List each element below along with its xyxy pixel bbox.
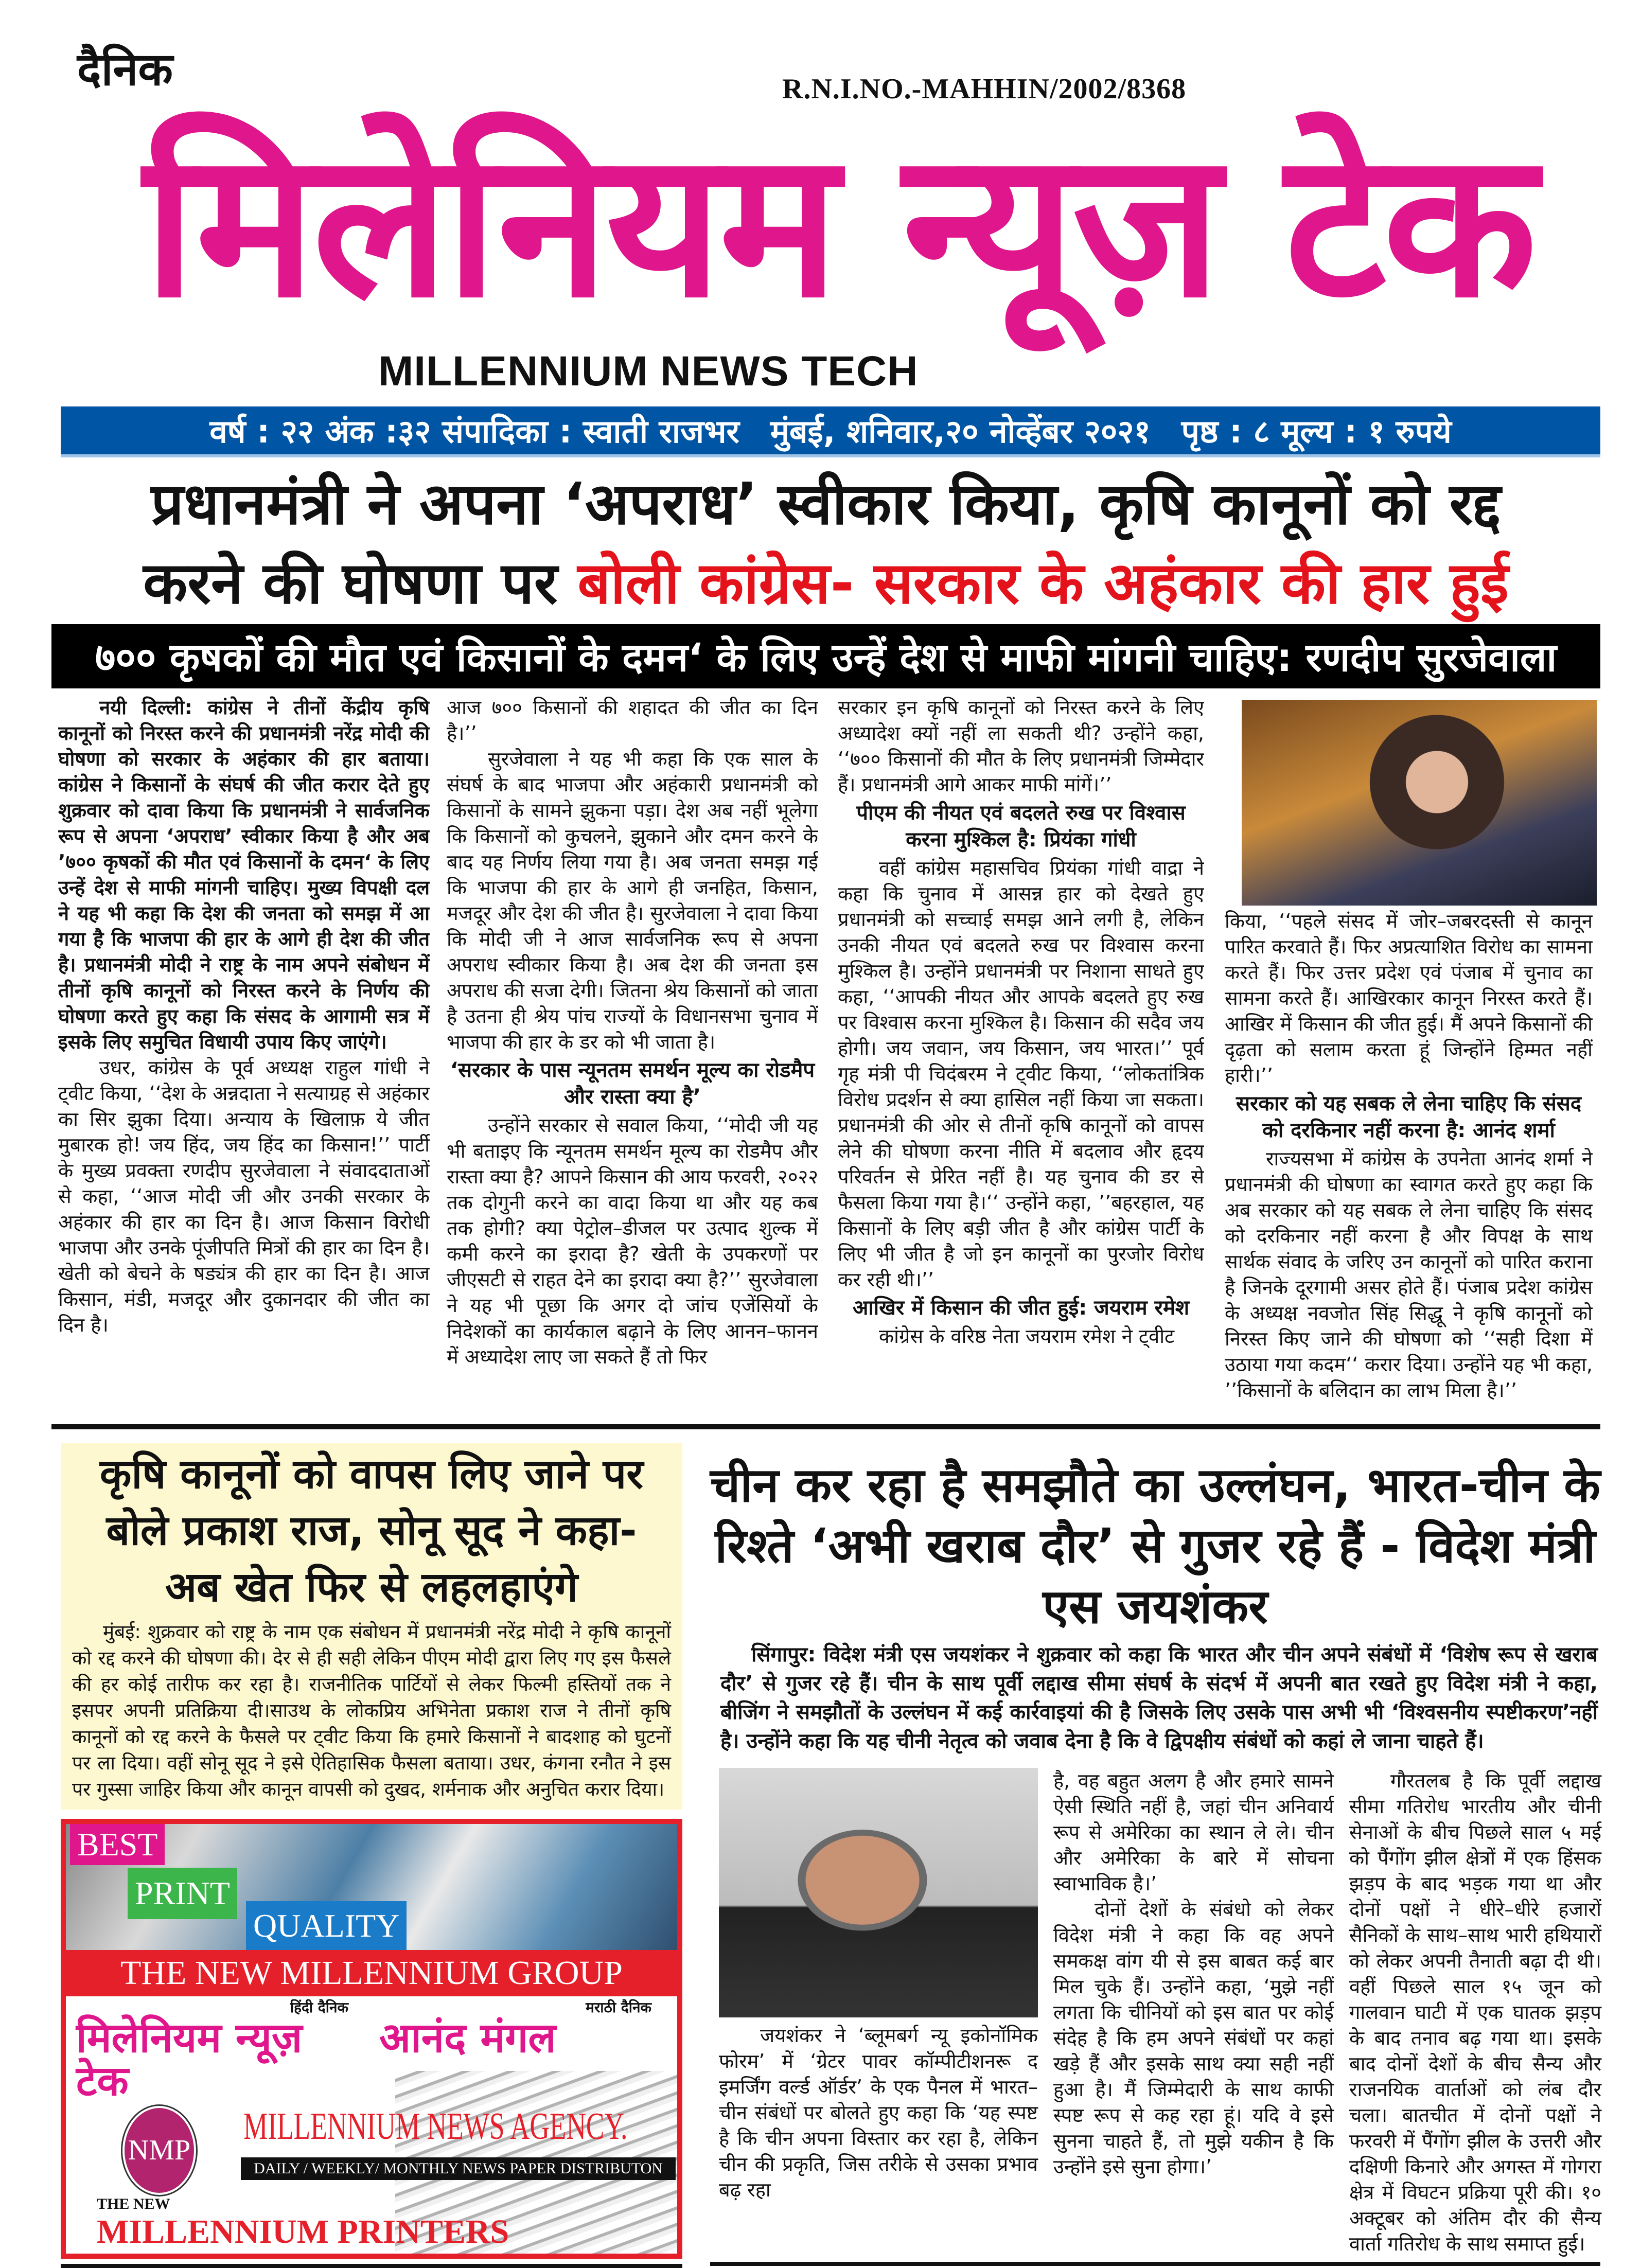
box-story bbox=[61, 1443, 682, 1810]
ad-newspaper-titles bbox=[76, 1999, 667, 2103]
lead-headline-line2-black: करने की घोषणा पर bbox=[143, 550, 578, 617]
china-column-3 bbox=[1349, 1768, 1601, 2257]
subheading: पीएम की नीयत एवं बदलते रुख पर विश्वास करना मुश्किल है: प्रियंका गांधी bbox=[856, 801, 1186, 852]
bottom-divider-left bbox=[61, 2264, 682, 2268]
ad-agency-name: MILLENNIUM NEWS AGENCY. bbox=[243, 2105, 628, 2148]
china-column-1 bbox=[719, 1768, 1038, 2257]
masthead-title-hindi: मिलेनियम न्यूज़ टेक bbox=[144, 108, 1534, 342]
lead-headline-line1: प्रधानमंत्री ने अपना ‘अपराध’ स्वीकार किया, कृषि कानूनों को रद्द bbox=[151, 471, 1501, 538]
jaishankar-photo bbox=[719, 1768, 1038, 2017]
ad-hindi-paper bbox=[76, 1999, 364, 2103]
ad-hindi-label: हिंदी दैनिक bbox=[290, 1999, 348, 2016]
paragraph: मुंबई: शुक्रवार को राष्ट्र के नाम एक संबोधन में प्रधानमंत्री नरेंद्र मोदी ने कृषि कानूनों को रद्द करने की घोषणा की। देर से ही सही लेकिन पीएम मोदी द्वारा लिए गए इस फैसले की हर कोई तारीफ कर रहा है। राजनीतिक पार्टियों से लेकर फिल्मी हस्तियों तक ने इसपर अपनी प्रतिक्रिया दी।साउथ के लोकप्रिय अभिनेता प्रकाश राज ने तीनों कृषि कानूनों को रद्द करने के फैसले पर ट्वीट किया कि हमारे किसानों ने बादशाह को घुटनों पर ला दिया। वहीं सोनू सूद ने इसे ऐतिहासिक फैसला बताया। उधर, कंगना रनौत ने इस पर गुस्सा जाहिर किया और कानून वापसी को दुखद, शर्मनाक और अनुचित करार दिया। bbox=[72, 1621, 671, 1800]
ad-agency-strip: DAILY / WEEKLY/ MONTHLY NEWS PAPER DISTRIBUTON bbox=[241, 2157, 676, 2180]
lead-headline-line2 bbox=[51, 547, 1600, 619]
ad-hindi-title: मिलेनियम न्यूज़ टेक bbox=[76, 2014, 303, 2105]
edition-info-bar bbox=[61, 406, 1600, 457]
lead-column-3 bbox=[838, 695, 1204, 1420]
left-bottom-stack bbox=[61, 1443, 682, 2268]
ad-printers-small: THE NEW bbox=[97, 2195, 170, 2212]
paragraph: उधर, कांग्रेस के पूर्व अध्यक्ष राहुल गांधी ने ट्वीट किया, ‘‘देश के अन्नदाता ने सत्याग्रह से अहंकार का सिर झुका दिया। अन्याय के खिलाफ़ ये जीत मुबारक हो! जय हिंद, जय हिंद का किसान!’’ पार्टी के मुख्य प्रवक्ता रणदीप सुरजेवाला ने संवाददाताओं से कहा, ‘‘आज मोदी जी और उनकी सरकार के अहंकार की हार का दिन है। आज किसान विरोधी भाजपा और उनके पूंजीपति मित्रों की हार का दिन है। खेती को बेचने के षड्यंत्र की हार का दिन है। आज किसान, मंडी, मजदूर और दुकानदार की जीत का दिन है। bbox=[58, 1056, 430, 1336]
subheading: सरकार को यह सबक ले लेना चाहिए कि संसद को दरकिनार नहीं करना है: आनंद शर्मा bbox=[1236, 1092, 1582, 1142]
paragraph: दोनों देशों के संबंधो को लेकर विदेश मंत्री ने कहा कि वह अपने समकक्ष वांग यी से इस बाबत कई बार मिल चुके हैं। उन्होंने कहा, ‘मुझे नहीं लगता कि चीनियों को इस बात पर कोई संदेह है कि हम अपने संबंधों पर कहां खड़े हैं और इसके साथ क्या सही नहीं हुआ है। मैं जिम्मेदारी के साथ काफी स्पष्ट रूप से कह रहा हूं। यदि वे इसे सुनना चाहते हैं, तो मुझे यकीन है कि उन्होंने इसे सुना होगा।’ bbox=[1053, 1898, 1334, 2178]
subheading: आखिर में किसान की जीत हुई: जयराम रमेश bbox=[852, 1296, 1190, 1320]
paragraph: सरकार इन कृषि कानूनों को निरस्त करने के लिए अध्यादेश क्यों नहीं ला सकती थी? उन्होंने कहा, ‘‘७०० किसानों की मौत के लिए प्रधानमंत्री जिम्मेदार हैं। प्रधानमंत्री आगे आकर माफी मांगें।’’ bbox=[838, 696, 1204, 796]
lead-column-4 bbox=[1225, 908, 1593, 1423]
ad-tag-print: PRINT bbox=[128, 1868, 237, 1919]
lead-subheadline: ७०० कृषकों की मौत एवं किसानों के दमन‘ के लिए उन्हें देश से माफी मांगनी चाहिए: रणदीप सुरजेवाला bbox=[51, 624, 1600, 688]
bottom-divider-right bbox=[710, 2262, 1600, 2266]
ad-printers-name: MILLENNIUM PRINTERS bbox=[97, 2213, 509, 2251]
paragraph: जयशंकर ने ‘ब्लूमबर्ग न्यू इकोनॉमिक फोरम’ में ‘ग्रेटर पावर कॉम्पीटीशनरू द इमर्जिंग वर्ल्ड ऑर्डर’ के एक पैनल में भारत–चीन संबंधों पर बोलते हुए कहा कि ‘यह स्पष्ट है कि चीन अपना विस्तार कर रहा है, लेकिन चीन की प्रकृति, जिस तरीके से उसका प्रभाव बढ़ रहा bbox=[719, 2024, 1038, 2201]
ad-tag-quality: QUALITY bbox=[246, 1901, 407, 1950]
lead-column-1 bbox=[58, 695, 430, 1420]
nmp-logo: NMP bbox=[122, 2106, 196, 2195]
subheading: ‘सरकार के पास न्यूनतम समर्थन मूल्य का रोडमैप और रास्ता क्या है’ bbox=[450, 1058, 815, 1109]
paragraph: सिंगापुर: विदेश मंत्री एस जयशंकर ने शुक्रवार को कहा कि भारत और चीन अपने संबंधों में ‘विशेष रूप से खराब दौर’ से गुजर रहे हैं। चीन के साथ पूर्वी लद्दाख सीमा संघर्ष के संदर्भ में अपनी बात रखते हुए विदेश मंत्री ने कहा, बीजिंग ने समझौतों के उल्लंघन में कई कार्रवाइयां की है जिसके लिए उसके पास अभी भी ‘विश्वसनीय स्पष्टीकरण’नहीं है। उन्होंने कहा कि यह चीनी नेतृत्व को जवाब देना है कि वे द्विपक्षीय संबंधों को कहां ले जाना चाहते हैं। bbox=[720, 1643, 1598, 1753]
china-story-headline: चीन कर रहा है समझौते का उल्लंघन, भारत-चीन के रिश्ते ‘अभी खराब दौर’ से गुजर रहे हैं - विदेश मंत्री एस जयशंकर bbox=[710, 1458, 1600, 1634]
advertisement bbox=[61, 1819, 682, 2259]
china-story-lead bbox=[720, 1640, 1598, 1756]
china-column-2 bbox=[1053, 1768, 1334, 2257]
paragraph: गौरतलब है कि पूर्वी लद्दाख सीमा गतिरोध भारतीय और चीनी सेनाओं के बीच पिछले साल ५ मई को पैंगोंग झील क्षेत्रों में एक हिंसक झड़प के बाद भड़क गया था और दोनों पक्षों ने धीरे–धीरे हजारों सैनिकों के साथ–साथ भारी हथियारों को लेकर अपनी तैनाती बढ़ा दी थी। वहीं पिछले साल १५ जून को गालवान घाटी में एक घातक झड़प के बाद तनाव बढ़ गया था। इसके बाद दोनों देशों के बीच सैन्य और राजनयिक वार्ताओं को लंब दौर चला। बातचीत में दोनों पक्षों ने फरवरी में पैंगोंग झील के उत्तरी और दक्षिणी किनारे और अगस्त में गोगरा क्षेत्र में विघटन प्रक्रिया पूरी की। १० अक्टूबर को अंतिम दौर की सैन्य वार्ता गतिरोध के साथ समाप्त हुई। bbox=[1349, 1769, 1601, 2255]
paragraph: आज ७०० किसानों की शहादत की जीत का दिन है।’’ bbox=[447, 696, 818, 745]
paragraph: सुरजेवाला ने यह भी कहा कि एक साल के संघर्ष के बाद भाजपा और अहंकारी प्रधानमंत्री को किसानों के सामने झुकना पड़ा। देश अब नहीं भूलेगा कि किसानों को कुचलने, झुकाने और दमन करने के बाद यह निर्णय लिया गया है। अब जनता समझ गई कि भाजपा की हार के आगे ही जनहित, किसान, मजदूर और देश की जीत है। सुरजेवाला ने दावा किया कि मोदी जी ने आज सार्वजनिक रूप से अपना अपराध स्वीकार किया है। अब देश की जनता इस अपराध की सजा देगी। जितना श्रेय किसानों को जाता है उतना ही श्रेय पांच राज्यों के विधानसभा चुनाव में भाजपा की हार के डर को भी जाता है। bbox=[447, 748, 818, 1053]
lead-headline-line2-red: बोली कांग्रेस- सरकार के अहंकार की हार हुई bbox=[577, 550, 1509, 617]
daily-label: दैनिक bbox=[77, 43, 173, 96]
ad-marathi-paper bbox=[379, 1999, 667, 2103]
rni-number: R.N.I.NO.-MAHHIN/2002/8368 bbox=[782, 73, 1187, 105]
lead-column-2 bbox=[447, 695, 818, 1420]
masthead-title-english: MILLENNIUM NEWS TECH bbox=[378, 348, 919, 395]
edition-info: वर्ष : २२ अंक :३२ संपादिका : स्वाती राजभर bbox=[209, 412, 739, 450]
paragraph: राज्यसभा में कांग्रेस के उपनेता आनंद शर्मा ने प्रधानमंत्री की घोषणा का स्वागत करते हुए कहा कि अब सरकार को यह सबक ले लेना चाहिए कि संसद को दरकिनार नहीं करना है और विपक्ष के साथ सार्थक संवाद के जरिए उन कानूनों को पारित कराना है जिनके दूरगामी असर होते हैं। पंजाब प्रदेश कांग्रेस के अध्यक्ष नवजोत सिंह सिद्धू ने कृषि कानूनों को निरस्त किए जाने की घोषणा को ‘‘सही दिशा में उठाया गया कदम‘‘ करार दिया। उन्होंने यह भी कहा, ’’किसानों के बलिदान का लाभ मिला है।’’ bbox=[1225, 1147, 1593, 1402]
china-story-columns bbox=[719, 1768, 1600, 2257]
ad-tag-best: BEST bbox=[70, 1824, 165, 1865]
ad-marathi-label: मराठी दैनिक bbox=[586, 1999, 651, 2016]
paragraph: है, वह बहुत अलग है और हमारे सामने ऐसी स्थिति नहीं है, जहां चीन अनिवार्य रूप से अमेरिका का स्थान ले ले। चीन और अमेरिका के बारे में सोचना स्वाभाविक है।’ bbox=[1053, 1769, 1334, 1895]
paragraph: किया, ‘‘पहले संसद में जोर–जबरदस्ती से कानून पारित करवाते हैं। फिर अप्रत्याशित विरोध का सामना करते हैं। फिर उत्तर प्रदेश एवं पंजाब में चुनाव का सामना करते हैं। आखिरकार कानून निरस्त करते हैं। आखिर में किसान की जीत हुई। मैं अपने किसानों की दृढ़ता को सलाम करता हूं जिन्होंने हिम्मत नहीं हारी।’’ bbox=[1225, 910, 1593, 1087]
paragraph: नयी दिल्ली: कांग्रेस ने तीनों केंद्रीय कृषि कानूनों को निरस्त करने की प्रधानमंत्री नरेंद्र मोदी की घोषणा को सरकार के अहंकार की हार बताया। कांग्रेस ने किसानों के संघर्ष की जीत करार देते हुए शुक्रवार को दावा किया कि प्रधानमंत्री ने सार्वजनिक रूप से अपना ‘अपराध’ स्वीकार किया है और अब ’७०० कृषकों की मौत एवं किसानों के दमन‘ के लिए उन्हें देश से माफी मांगनी चाहिए। मुख्य विपक्षी दल ने यह भी कहा कि देश की जनता को समझ में आ गया है कि भाजपा की हार के आगे ही देश की जीत है। प्रधानमंत्री मोदी ने राष्ट्र के नाम अपने संबोधन में तीनों कृषि कानूनों को निरस्त करने के निर्णय की घोषणा करते हुए कहा कि संसद के आगामी सत्र में इसके लिए समुचित विधायी उपाय किए जाएंगे। bbox=[58, 696, 430, 1053]
dateline: मुंबई, शनिवार,२० नोव्हेंबर २०२१ bbox=[770, 412, 1151, 450]
china-story bbox=[710, 1455, 1600, 2266]
ad-group-name: THE NEW MILLENNIUM GROUP bbox=[66, 1950, 677, 1996]
paragraph: उन्होंने सरकार से सवाल किया, ‘‘मोदी जी यह भी बताइए कि न्यूनतम समर्थन मूल्य का रोडमैप और रास्ता क्या है? आपने किसान की आय फरवरी, २०२२ तक दोगुनी करने का वादा किया था और यह कब तक होगी? क्या पेट्रोल–डीजल पर उत्पाद शुल्क में कमी करने का इरादा है? खेती के उपकरणों पर जीएसटी से राहत देने का इरादा क्या है?’’ सुरजेवाला ने यह भी पूछा कि अगर दो जांच एजेंसियों के निदेशकों का कार्यकाल बढ़ाने के लिए आनन–फानन में अध्यादेश लाए जा सकते हैं तो फिर bbox=[447, 1114, 818, 1368]
section-divider bbox=[51, 1424, 1600, 1429]
paragraph: कांग्रेस के वरिष्ठ नेता जयराम रमेश ने ट्वीट bbox=[879, 1325, 1175, 1348]
box-story-body bbox=[72, 1619, 671, 1802]
ad-marathi-title: आनंद मंगल bbox=[379, 2014, 556, 2062]
surjewala-photo bbox=[1242, 700, 1597, 906]
paragraph: वहीं कांग्रेस महासचिव प्रियंका गांधी वाद्रा ने कहा कि चुनाव में आसन्न हार को देखते हुए प्रधानमंत्री को सच्चाई समझ आने लगी है, लेकिन उनकी नीयत एवं बदलते रुख पर विश्वास करना मुश्किल है। उन्होंने प्रधानमंत्री पर निशाना साधते हुए कहा, ‘‘आपकी नीयत और आपके बदलते हुए रुख पर विश्वास करना मुश्किल है। किसान की सदैव जय होगी। जय जवान, जय किसान, जय भारत।’’ पूर्व गृह मंत्री पी चिदंबरम ने ट्वीट किया, ‘‘लोकतांत्रिक विरोध प्रदर्शन से क्या हासिल नहीं किया जा सकता। प्रधानमंत्री की ओर से तीनों कृषि कानूनों को वापस लेने की घोषणा करना नीति में बदलाव और हृदय परिवर्तन से प्रेरित नहीं है। यह चुनाव की डर से फैसला किया गया है।‘‘ उन्होंने कहा, ’’बहरहाल, यह किसानों के लिए बड़ी जीत है और कांग्रेस पार्टी के लिए भी जीत है जो इन कानूनों का पुरजोर विरोध कर रही थी।’’ bbox=[838, 857, 1204, 1291]
box-story-headline: कृषि कानूनों को वापस लिए जाने पर बोले प्रकाश राज, सोनू सूद ने कहा- अब खेत फिर से लहलहाएंगे bbox=[100, 1450, 643, 1611]
page-price: पृष्ठ : ८ मूल्य : १ रुपये bbox=[1181, 412, 1452, 450]
